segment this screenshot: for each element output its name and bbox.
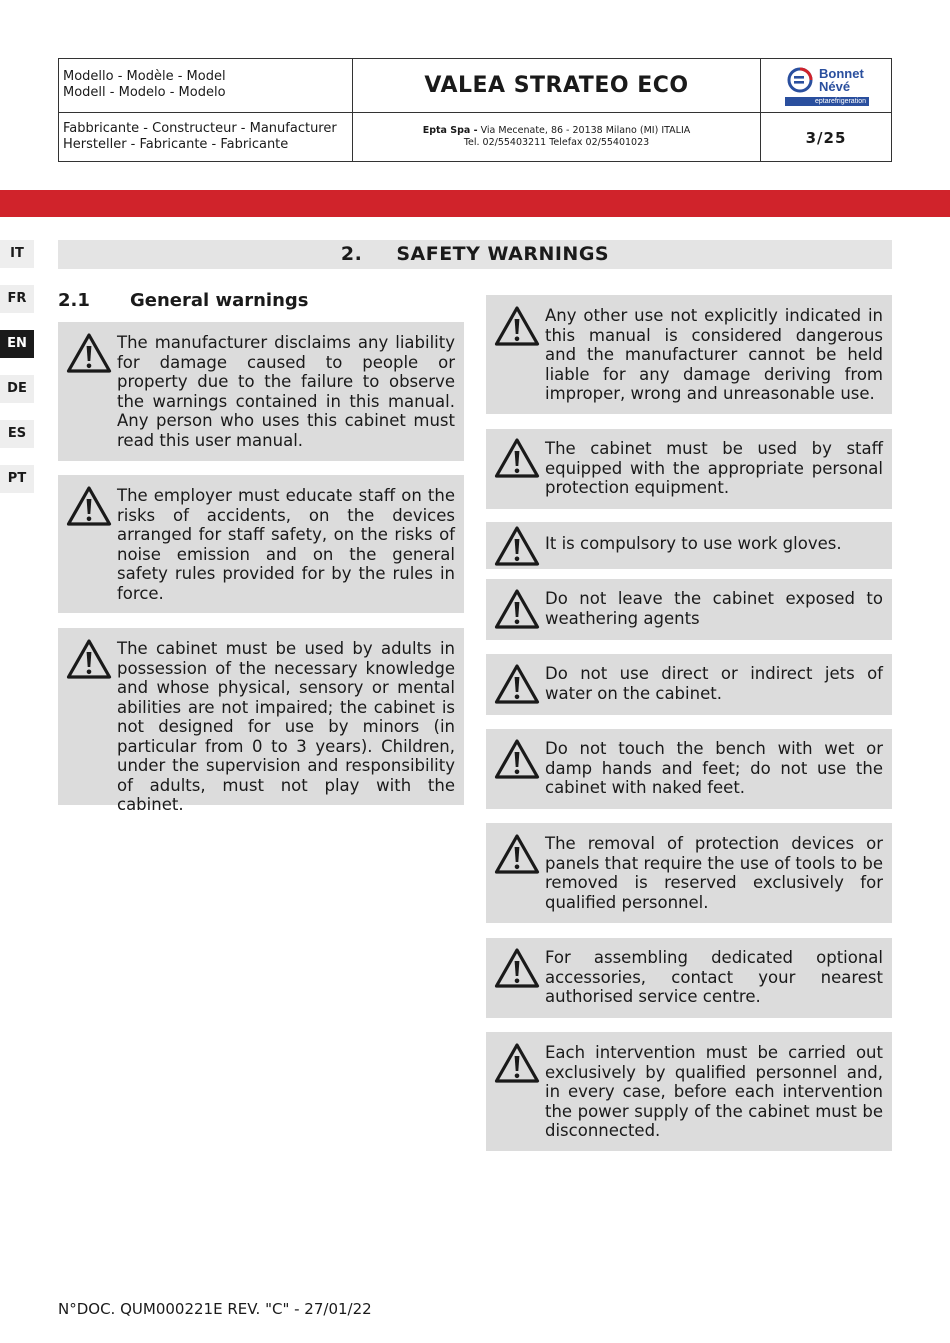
lang-tab-es[interactable]: ES: [0, 420, 34, 448]
warning-box: [58, 322, 464, 461]
model-label-line1: Modello - Modèle - Model: [63, 69, 226, 84]
warning-text: The manufacturer disclaims any liability for damage caused to people or property due to the failure to observe the warnings contained in this manual. Any person who uses this cabinet must read this user manual.: [117, 333, 455, 450]
manufacturer-label-line2: Hersteller - Fabricante - Fabricante: [63, 137, 289, 152]
warning-box: [58, 475, 464, 613]
manufacturer-label: [59, 121, 352, 153]
warning-text: Each intervention must be carried out exclusively by qualified personnel and, in every case, before each intervention the power supply of the cabinet must be disconnected.: [545, 1043, 883, 1140]
phone-line: Tel. 02/55403211 Telefax 02/55401023: [463, 137, 650, 148]
warning-text: The cabinet must be used by staff equipped with the appropriate personal protection equipment.: [545, 439, 883, 497]
warning-triangle-icon: [494, 833, 540, 875]
lang-tab-de[interactable]: DE: [0, 375, 34, 403]
warning-text: Any other use not explicitly indicated in this manual is considered dangerous and the manufacturer cannot be held liable for any damage deriving from improper, wrong and unreasonable use.: [545, 306, 883, 403]
model-label: [59, 69, 352, 101]
warning-triangle-icon: [494, 437, 540, 479]
logo-tagline: eptarefrigeration: [785, 97, 869, 106]
warning-triangle-icon: [494, 525, 540, 567]
lang-tab-it[interactable]: IT: [0, 240, 34, 268]
warning-box: [486, 1032, 892, 1151]
subsection-number: 2.1: [58, 290, 90, 311]
warning-triangle-icon: [66, 485, 112, 527]
warning-box: [486, 295, 892, 414]
document-header: [58, 58, 892, 162]
lang-tab-pt[interactable]: PT: [0, 465, 34, 493]
warning-triangle-icon: [494, 588, 540, 630]
warning-box: [486, 938, 892, 1018]
address-line: Via Mecenate, 86 - 20138 Milano (MI) ITALIA: [480, 125, 691, 136]
subsection-heading: [58, 289, 309, 313]
warning-text: Do not touch the bench with wet or damp hands and feet; do not use the cabinet with naked feet.: [545, 739, 883, 797]
warning-box: [486, 522, 892, 569]
document-number: N°DOC. QUM000221E REV. "C" - 27/01/22: [58, 1300, 372, 1318]
warning-box: [486, 654, 892, 715]
warning-text: The cabinet must be used by adults in possession of the necessary knowledge and whose physical, sensory or mental abilities are not impaired; the cabinet is not designed for use by minors (in particular from 0 to 3 years). Children, under the supervision and responsibility of adults, must not play with the cabinet.: [117, 639, 455, 814]
warning-triangle-icon: [494, 305, 540, 347]
warning-triangle-icon: [66, 332, 112, 374]
section-title-text: SAFETY WARNINGS: [396, 243, 610, 265]
warning-text: It is compulsory to use work gloves.: [545, 534, 842, 553]
warning-text: The employer must educate staff on the risks of accidents, on the devices arranged for staff safety, on the risks of noise emission and on the general safety rules provided for by the rules in force.: [117, 486, 455, 603]
logo-mark-icon: [785, 65, 815, 95]
warning-box: [486, 429, 892, 509]
warning-text: Do not leave the cabinet exposed to weathering agents: [545, 589, 883, 628]
company-name: Epta Spa -: [422, 125, 478, 136]
warning-text: The removal of protection devices or panels that require the use of tools to be removed is reserved exclusively for qualified personnel.: [545, 834, 883, 912]
warning-box: [486, 823, 892, 923]
section-number: 2.: [340, 243, 363, 265]
warning-triangle-icon: [494, 1042, 540, 1084]
model-label-line2: Modell - Modelo - Modelo: [63, 85, 226, 100]
model-name: VALEA STRATEO ECO: [424, 73, 689, 98]
manufacturer-label-line1: Fabbricante - Constructeur - Manufacturer: [63, 121, 337, 136]
brand-logo: [761, 59, 891, 112]
manufacturer-address: [353, 125, 760, 149]
logo-line2: Névé: [819, 79, 851, 94]
warning-triangle-icon: [66, 638, 112, 680]
lang-tab-en[interactable]: EN: [0, 330, 34, 358]
red-band: [0, 190, 950, 217]
warning-box: [58, 628, 464, 814]
warning-triangle-icon: [494, 663, 540, 705]
warning-triangle-icon: [494, 947, 540, 989]
warning-text: Do not use direct or indirect jets of water on the cabinet.: [545, 664, 883, 703]
warning-box: [486, 729, 892, 809]
lang-tab-fr[interactable]: FR: [0, 285, 34, 313]
section-title: [58, 240, 892, 269]
warning-triangle-icon: [494, 738, 540, 780]
page-number: 3/25: [805, 129, 847, 147]
logo-line1: Bonnet: [819, 66, 864, 81]
warning-box: [486, 579, 892, 640]
subsection-title: General warnings: [130, 290, 309, 311]
warning-text: For assembling dedicated optional accessories, contact your nearest authorised service centre.: [545, 948, 883, 1006]
